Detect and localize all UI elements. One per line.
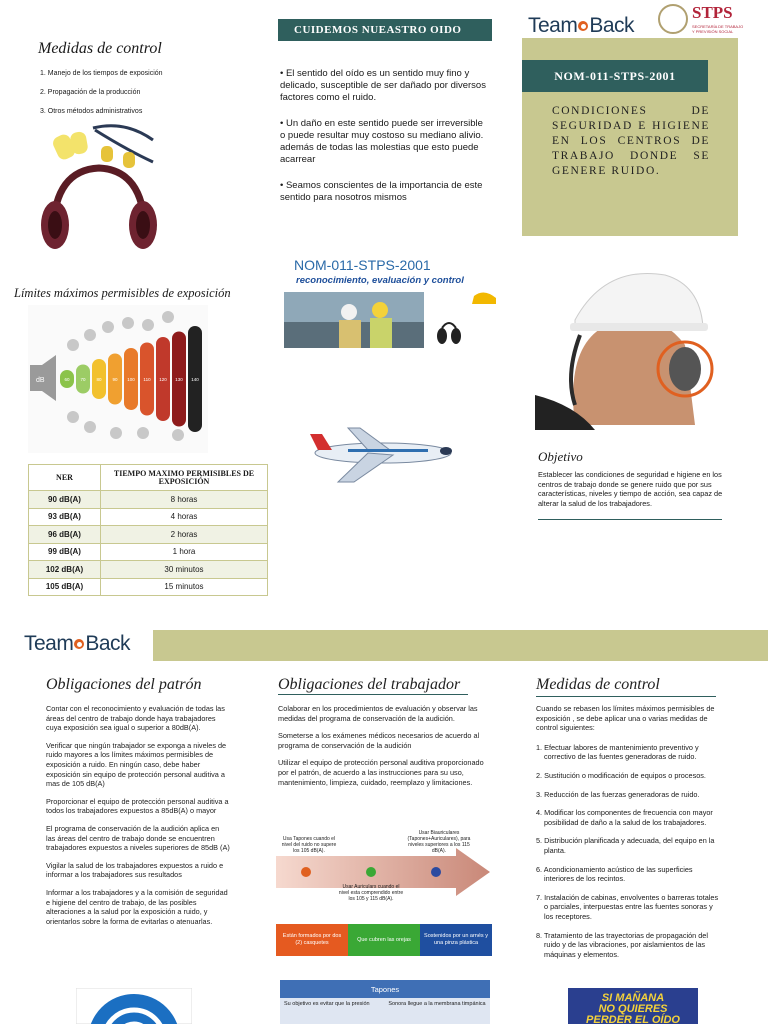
control2-title: Medidas de control (536, 676, 660, 693)
arrow-label-earmuffs: Usar Auriculars cuando el nivel esta comprendido entre los 105 y 115 dB(A). (338, 884, 404, 902)
divider (278, 694, 468, 695)
control2-intro: Cuando se rebasen los límites máximos permisibles de exposición , se debe aplicar una o varias medidas de control siguientes: (536, 704, 715, 733)
hearing-poster (568, 988, 698, 1024)
employer-item: Informar a los trabajadores y a la comisión de seguridad e higiene del centro de trabajo, de las posibles alteraciones a la salud por la exposición a ruido, y orientarlos sobre la forma de evitarlas o atenuarlas. (46, 887, 228, 926)
divider (536, 696, 716, 697)
workers-photo (284, 292, 502, 350)
control-item: 2. Propagación de la producción (40, 89, 141, 96)
logo-left-text: Team (528, 14, 578, 37)
db-bar-label: 110 (143, 377, 151, 382)
logo-dot-icon (74, 639, 84, 649)
table-cell: 15 minutos (101, 578, 268, 596)
stps-subtitle (692, 24, 743, 34)
blue-dot-icon (431, 867, 441, 877)
worker-item: Someterse a los exámenes médicos necesarios de acuerdo al programa de conservación de la audición (278, 731, 480, 750)
tapones-right: Sonora llegue a la membrana timpánica (388, 1001, 486, 1007)
table-header: TIEMPO MAXIMO PERMISIBLES DE EXPOSICIÓN (101, 465, 268, 491)
worker-earmuff-photo (535, 265, 720, 430)
control2-item: 3. Reducción de las fuerzas generadoras de ruido. (536, 789, 700, 799)
green-dot-icon (366, 867, 376, 877)
nom-image-subtitle: reconocimiento, evaluación y control (296, 275, 464, 286)
table-cell: 90 dB(A) (29, 491, 101, 509)
arrow-label-plugs: Usa Tapones cuando el nivel del ruido no supere los 105 dB(A). (281, 836, 337, 854)
table-cell: 4 horas (101, 508, 268, 526)
table-cell: 8 horas (101, 491, 268, 509)
db-bar-label: 90 (112, 377, 118, 382)
table-row (29, 561, 268, 579)
care-bullet: • El sentido del oído es un sentido muy fino y delicado, susceptible de ser dañado por diversos factores como el ruido. (280, 68, 486, 103)
employer-item: El programa de conservación de la audición aplica en las áreas del centro de trabajo donde se encuentren trabajadores expuestos a niveles superiores de 85dB (A) (46, 823, 230, 853)
db-bar-label: 140 (191, 377, 199, 382)
table-row (29, 508, 268, 526)
limits-title: Límites máximos permisibles de exposición (14, 286, 231, 300)
protection-arrow-diagram (276, 826, 494, 916)
control2-item: 8. Tratamiento de las trayectorias de propagación del ruido y de las vibraciones, por aislamientos de las máquinas y elementos. (536, 930, 708, 959)
control2-item: 1. Efectuar labores de mantenimiento preventivo y correctivo de las fuentes generadoras de ruido. (536, 742, 699, 762)
table-cell: 105 dB(A) (29, 578, 101, 596)
airplane-image (308, 420, 458, 486)
db-bar-label: 60 (64, 377, 70, 382)
db-bar-label: 70 (80, 377, 86, 382)
table-cell: 99 dB(A) (29, 543, 101, 561)
control2-item: 6. Acondicionamiento acústico de las superficies interiores de los recintos. (536, 864, 693, 884)
db-label: dB (36, 377, 45, 384)
employer-item: Proporcionar el equipo de protección personal auditiva a todos los trabajadores expuestos a 85dB(A) o mayor (46, 796, 229, 816)
worker-list (278, 704, 490, 795)
logo-right-text: Back (85, 632, 131, 655)
band-segment: Que cubren las orejas (348, 924, 420, 956)
control-title: Medidas de control (38, 40, 162, 57)
worker-title: Obligaciones del trabajador (278, 676, 461, 693)
db-infographic (28, 305, 208, 453)
poster-line: PERDER EL OÍDO (586, 1014, 680, 1024)
teamback-logo-bottom (24, 632, 130, 656)
worker-item: Colaborar en los procedimientos de evaluación y observar las medidas del programa de conservación de la audición. (278, 704, 478, 723)
teamback-logo (528, 14, 634, 38)
stps-subtitle-line: SECRETARÍA DE TRABAJO (692, 24, 744, 29)
poster-line: SI MAÑANA (601, 992, 665, 1004)
db-bar-label: 80 (96, 377, 102, 382)
care-banner: CUIDEMOS NUEASTRO OIDO (278, 19, 492, 41)
tapones-title: Tapones (280, 980, 490, 998)
arrow-label-biauricular: Usar Biauriculares (Tapones+Auriculares), para niveles superiores a los 115 dB(A). (407, 830, 471, 854)
control2-list (536, 704, 722, 968)
logo-right-text: Back (589, 14, 635, 37)
control2-item: 2. Sustitución o modificación de equipos o procesos. (536, 770, 706, 780)
stps-subtitle-line: Y PREVISIÓN SOCIAL (692, 29, 734, 34)
table-header: NER (29, 465, 101, 491)
control-list (40, 69, 163, 126)
band-segment: Sostenidos por un arnés y una pinza plástica (420, 924, 492, 956)
worker-item: Utilizar el equipo de protección personal auditiva proporcionado por el patrón, de acuerdo a las instrucciones para su uso, mantenimiento, limpieza, cuidado, reemplazo y limitaciones. (278, 758, 484, 787)
logo-left-text: Team (24, 632, 74, 655)
orange-dot-icon (301, 867, 311, 877)
employer-title: Obligaciones del patrón (46, 676, 202, 693)
stps-title: STPS (692, 3, 733, 22)
employer-item: Verificar que ningún trabajador se exponga a niveles de ruido mayores a los límites máximos permisibles de exposición a ruido. En ningún caso, debe haber exposición sin equipo de protección personal auditiva a mas de 105 dB(A) (46, 740, 227, 789)
table-row (29, 491, 268, 509)
care-bullets (280, 68, 490, 218)
band-segment: Están formados por dos (2) casquetes (276, 924, 348, 956)
table-row (29, 543, 268, 561)
objective-text: Establecer las condiciones de seguridad e higiene en los centros de trabajo donde se genere ruido que por sus características, niveles y tiempo de acción, sea capaz de alterar la salud de los trabajadores. (538, 470, 723, 508)
logo-dot-icon (578, 21, 588, 31)
tapones-left: Su objetivo es evitar que la presión (284, 1001, 370, 1007)
control2-item: 5. Distribución planificada y adecuada, del equipo en la planta. (536, 836, 715, 855)
table-cell: 1 hora (101, 543, 268, 561)
header-band (153, 630, 768, 661)
conditions-text: CONDICIONES DE SEGURIDAD E HIGIENE EN LOS CENTROS DE TRABAJO DONDE SE GENERE RUIDO. (552, 105, 710, 177)
hearing-sign-icon (76, 988, 192, 1024)
employer-item: Vigilar la salud de los trabajadores expuestos a ruido e informar a los trabajadores sus resultados (46, 860, 224, 880)
control-item: 3. Otros métodos administrativos (40, 108, 143, 115)
db-bar-label: 120 (159, 377, 167, 382)
nom-code-box: NOM-011-STPS-2001 (522, 60, 708, 92)
ear-protection-image (35, 120, 163, 255)
care-bullet: • Un daño en este sentido puede ser irreversible o puede resultar muy costoso su mediano alivio. además de todas las molestias que esto puede acarrear (280, 118, 484, 165)
care-bullet: • Seamos conscientes de la importancia de este sentido para nosotros mismos (280, 180, 483, 203)
nom-image-title: NOM-011-STPS-2001 (294, 257, 431, 273)
control2-item: 4. Modificar los componentes de frecuencia con mayor posibilidad de daño a la salud de los trabajadores. (536, 808, 713, 827)
db-bar-label: 100 (127, 377, 135, 382)
control-item: 1. Manejo de los tiempos de exposición (40, 70, 163, 77)
nom-image (284, 252, 502, 350)
table-cell: 93 dB(A) (29, 508, 101, 526)
table-row (29, 578, 268, 596)
exposure-table (28, 464, 268, 596)
table-cell: 30 minutos (101, 561, 268, 579)
table-cell: 102 dB(A) (29, 561, 101, 579)
table-cell: 96 dB(A) (29, 526, 101, 544)
employer-item: Contar con el reconocimiento y evaluación de todas las áreas del centro de trabajo donde haya trabajadores cuya exposición sea igual o superior a 80dB(A). (46, 704, 225, 733)
divider (538, 519, 722, 520)
tapones-body (280, 998, 490, 1011)
tapones-box (280, 980, 490, 1024)
db-bar-label: 130 (175, 377, 183, 382)
control2-item: 7. Instalación de cabinas, envolventes o barreras totales o parciales, interpuestas entre las fuentes sonoras y los receptores. (536, 892, 719, 921)
mexico-seal-icon (658, 4, 688, 34)
poster-line: NO QUIERES (598, 1003, 668, 1015)
earmuff-features-band (276, 924, 492, 956)
employer-list (46, 704, 230, 934)
table-row (29, 526, 268, 544)
objective-title: Objetivo (538, 449, 583, 464)
table-cell: 2 horas (101, 526, 268, 544)
